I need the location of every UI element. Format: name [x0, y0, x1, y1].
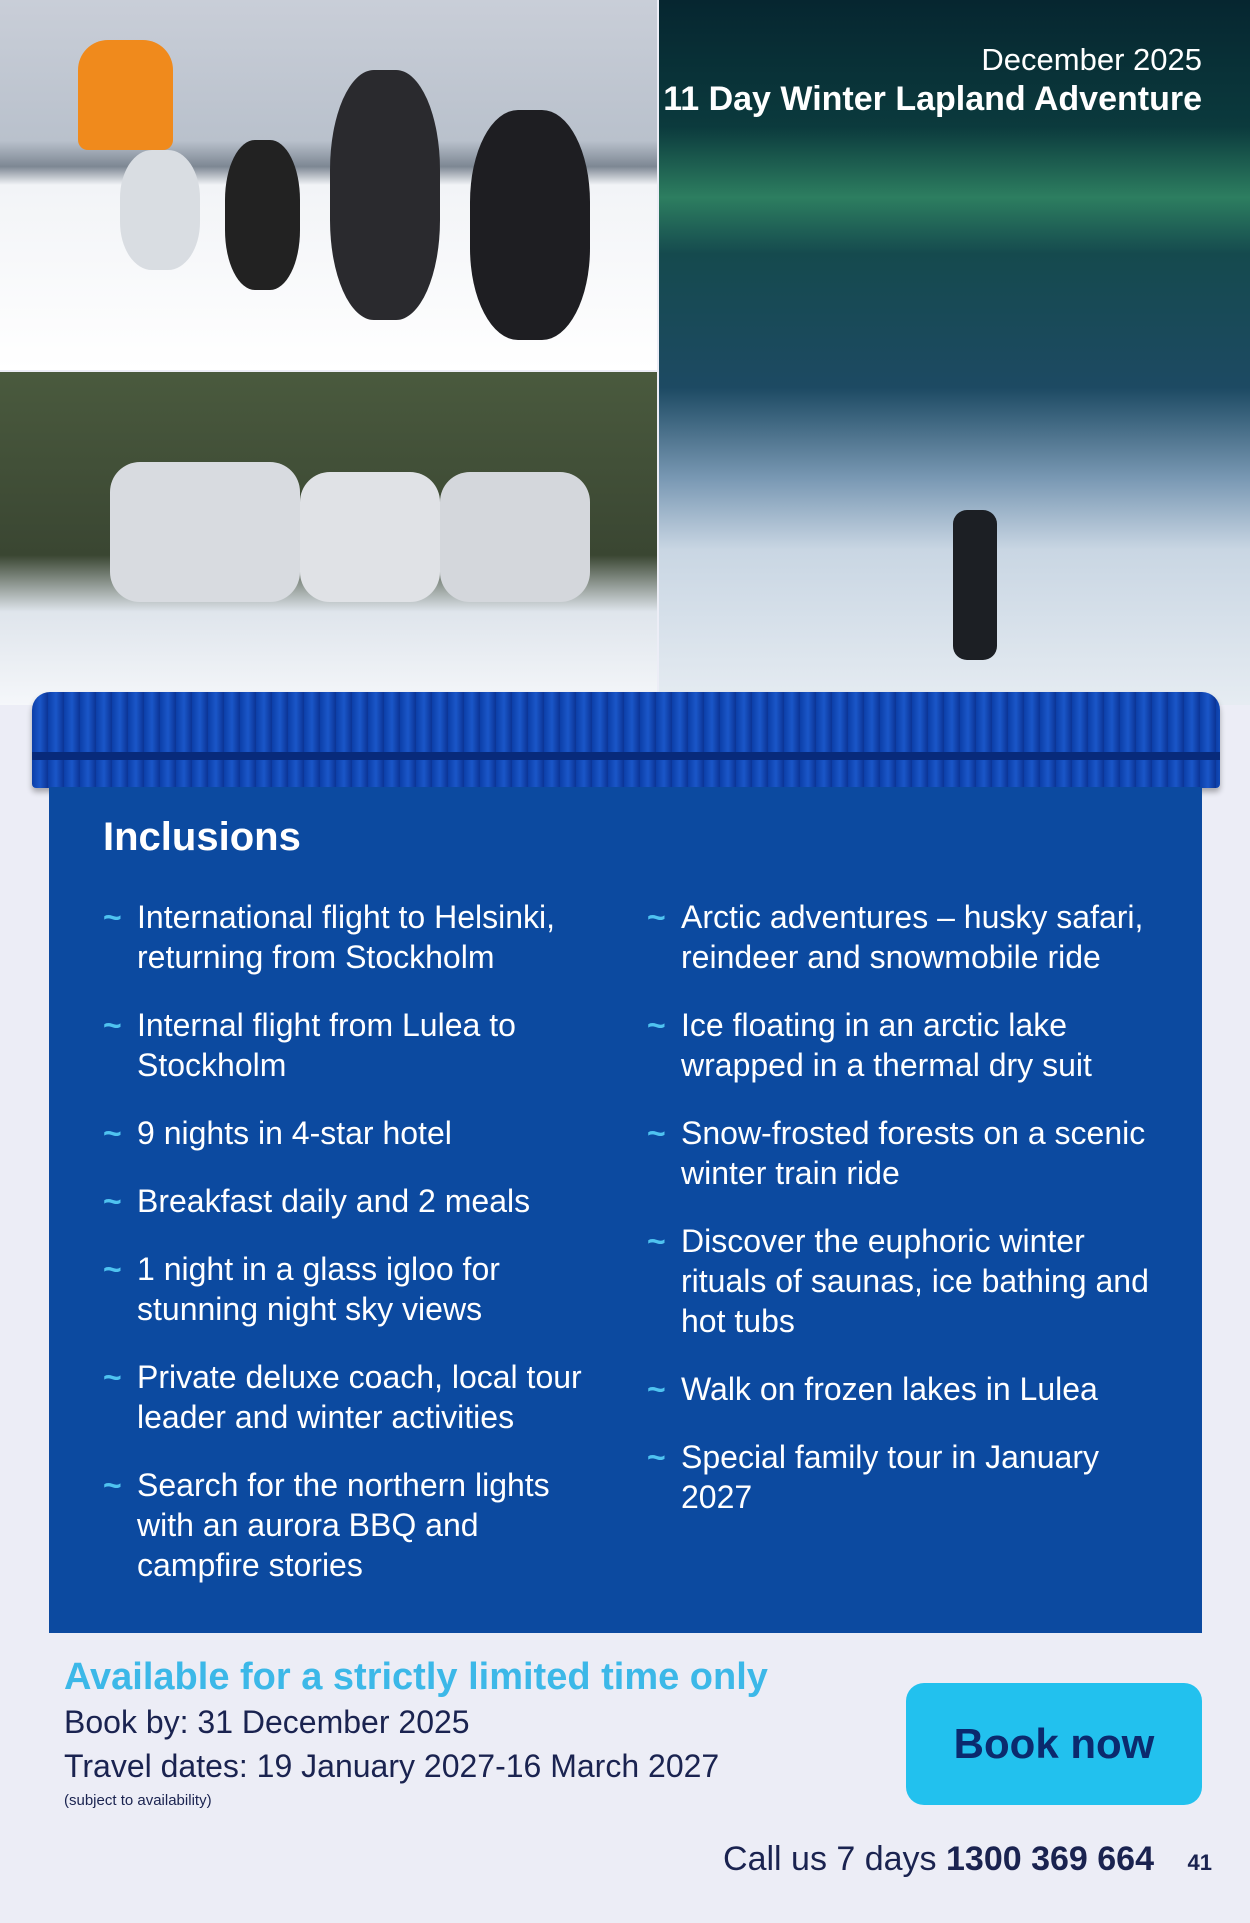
inclusions-right-list — [647, 897, 1167, 1545]
tour-title: 11 Day Winter Lapland Adventure — [663, 80, 1202, 118]
inclusion-text: International flight to Helsinki, returning from Stockholm — [137, 899, 555, 975]
inclusion-text: Internal flight from Lulea to Stockholm — [137, 1007, 516, 1083]
inclusion-text: Walk on frozen lakes in Lulea — [681, 1371, 1098, 1407]
inclusion-item — [103, 1181, 603, 1221]
inclusion-item — [103, 1465, 603, 1585]
inclusion-item — [103, 1357, 603, 1437]
snowmobile-photo — [0, 372, 657, 705]
inclusion-text: Ice floating in an arctic lake wrapped in a thermal dry suit — [681, 1007, 1092, 1083]
inclusion-text: Search for the northern lights with an aurora BBQ and campfire stories — [137, 1467, 550, 1583]
inclusion-item — [647, 1113, 1167, 1193]
curtain-decoration — [32, 692, 1220, 788]
tilde-bullet-icon: ~ — [103, 899, 122, 935]
book-now-button[interactable]: Book now — [906, 1683, 1202, 1805]
inclusion-item — [647, 1369, 1167, 1409]
tilde-bullet-icon: ~ — [103, 1359, 122, 1395]
travel-dates: Travel dates: 19 January 2027-16 March 2027 — [64, 1748, 720, 1784]
tilde-bullet-icon: ~ — [103, 1115, 122, 1151]
page-number: 41 — [1187, 1850, 1212, 1875]
tilde-bullet-icon: ~ — [647, 1371, 666, 1407]
inclusion-text: Arctic adventures – husky safari, reindeer and snowmobile ride — [681, 899, 1144, 975]
inclusion-item — [103, 1249, 603, 1329]
tilde-bullet-icon: ~ — [103, 1183, 122, 1219]
tilde-bullet-icon: ~ — [103, 1467, 122, 1503]
call-us-line — [723, 1840, 1154, 1879]
inclusion-item — [103, 897, 603, 977]
husky-sled-photo — [0, 0, 657, 370]
inclusion-text: Breakfast daily and 2 meals — [137, 1183, 531, 1219]
inclusion-text: Discover the euphoric winter rituals of saunas, ice bathing and hot tubs — [681, 1223, 1149, 1339]
inclusions-left-list — [103, 897, 603, 1613]
tilde-bullet-icon: ~ — [647, 1115, 666, 1151]
inclusion-text: Snow-frosted forests on a scenic winter train ride — [681, 1115, 1146, 1191]
tilde-bullet-icon: ~ — [103, 1007, 122, 1043]
inclusion-text: Private deluxe coach, local tour leader and winter activities — [137, 1359, 582, 1435]
tilde-bullet-icon: ~ — [647, 899, 666, 935]
availability-note: (subject to availability) — [64, 1792, 212, 1809]
inclusion-text: Special family tour in January 2027 — [681, 1439, 1099, 1515]
inclusion-item — [103, 1113, 603, 1153]
tilde-bullet-icon: ~ — [647, 1007, 666, 1043]
inclusion-item — [647, 897, 1167, 977]
aurora-road-photo — [659, 0, 1250, 705]
book-by-date: Book by: 31 December 2025 — [64, 1704, 470, 1740]
tilde-bullet-icon: ~ — [647, 1439, 666, 1475]
tilde-bullet-icon: ~ — [647, 1223, 666, 1259]
tilde-bullet-icon: ~ — [103, 1251, 122, 1287]
inclusion-item — [647, 1005, 1167, 1085]
inclusions-heading: Inclusions — [103, 815, 301, 859]
inclusions-panel — [49, 787, 1202, 1633]
inclusion-item — [103, 1005, 603, 1085]
tour-date: December 2025 — [981, 42, 1202, 77]
inclusion-item — [647, 1437, 1167, 1517]
availability-heading: Available for a strictly limited time only — [64, 1656, 768, 1698]
inclusion-text: 1 night in a glass igloo for stunning night sky views — [137, 1251, 500, 1327]
inclusion-text: 9 nights in 4-star hotel — [137, 1115, 452, 1151]
phone-number[interactable]: 1300 369 664 — [946, 1840, 1154, 1878]
call-us-label: Call us 7 days — [723, 1840, 937, 1878]
inclusion-item — [647, 1221, 1167, 1341]
